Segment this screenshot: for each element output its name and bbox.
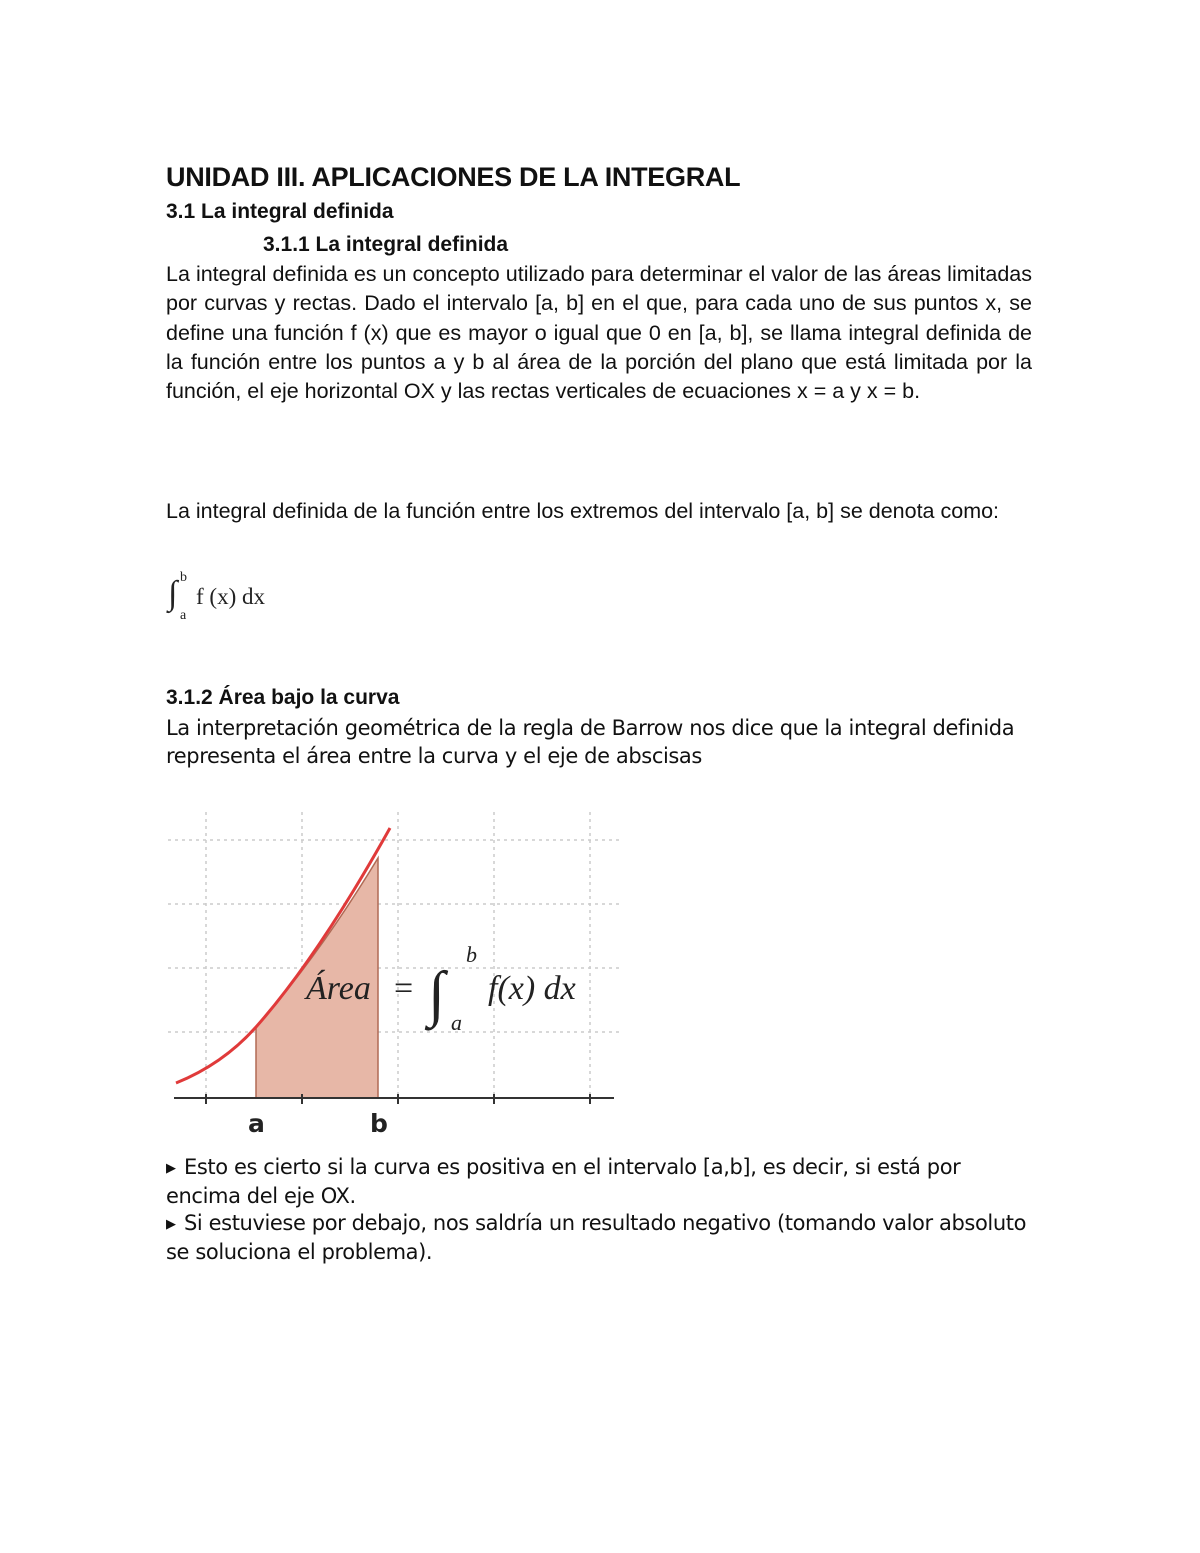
formula-lower-limit: a: [180, 608, 187, 623]
triangle-bullet-icon: ▶: [166, 1161, 176, 1176]
grid: [168, 812, 620, 1098]
triangle-bullet-icon: ▶: [166, 1217, 176, 1232]
list-item: [166, 1154, 1032, 1210]
definition-paragraph: La integral definida es un concepto utilizado para determinar el valor de las áreas limitadas por curvas y rectas. Dado el intervalo [a, b] en el que, para cada uno de sus puntos x, se define una función f (x) que es mayor o igual que 0 en [a, b], se llama integral definida de la función entre los puntos a y b al área de la porción del plano que está limitada por la función, el eje horizontal OX y las rectas verticales de ecuaciones x = a y x = b.: [166, 262, 1032, 404]
area-label: Área: [306, 970, 371, 1007]
integral-formula: [166, 570, 286, 624]
subsection-heading: 3.1.1 La integral definida: [263, 233, 509, 256]
area-subsection-heading: 3.1.2 Área bajo la curva: [166, 686, 400, 709]
figure-lower-limit: a: [451, 1010, 462, 1035]
unit-heading: UNIDAD III. APLICACIONES DE LA INTEGRAL: [166, 162, 741, 192]
figure-upper-limit: b: [466, 942, 477, 967]
point-b-label: b: [370, 1109, 388, 1138]
section-heading: 3.1 La integral definida: [166, 200, 394, 223]
area-under-curve-figure: [168, 802, 620, 1150]
notation-paragraph: La integral definida de la función entre los extremos del intervalo [a, b] se denota como:: [166, 499, 1000, 523]
point-a-label: a: [248, 1109, 265, 1138]
geometric-interpretation-paragraph: La interpretación geométrica de la regla de Barrow nos dice que la integral definida representa el área entre la curva y el eje de abscisas: [166, 716, 1015, 768]
bullet-list: [166, 1154, 1032, 1266]
formula-upper-limit: b: [180, 570, 187, 585]
bullet-text: Si estuviese por debajo, nos saldría un resultado negativo (tomando valor absoluto se soluciona el problema).: [166, 1211, 1027, 1264]
integral-sign-icon: ∫: [168, 575, 178, 612]
equals-sign: =: [394, 970, 414, 1007]
formula-integrand: f (x) dx: [196, 584, 265, 609]
list-item: [166, 1210, 1032, 1266]
figure-integrand: f(x) dx: [488, 970, 576, 1007]
figure-integral-sign-icon: ∫: [428, 960, 445, 1028]
bullet-text: Esto es cierto si la curva es positiva en el intervalo [a,b], es decir, si está por encima del eje OX.: [166, 1155, 961, 1208]
